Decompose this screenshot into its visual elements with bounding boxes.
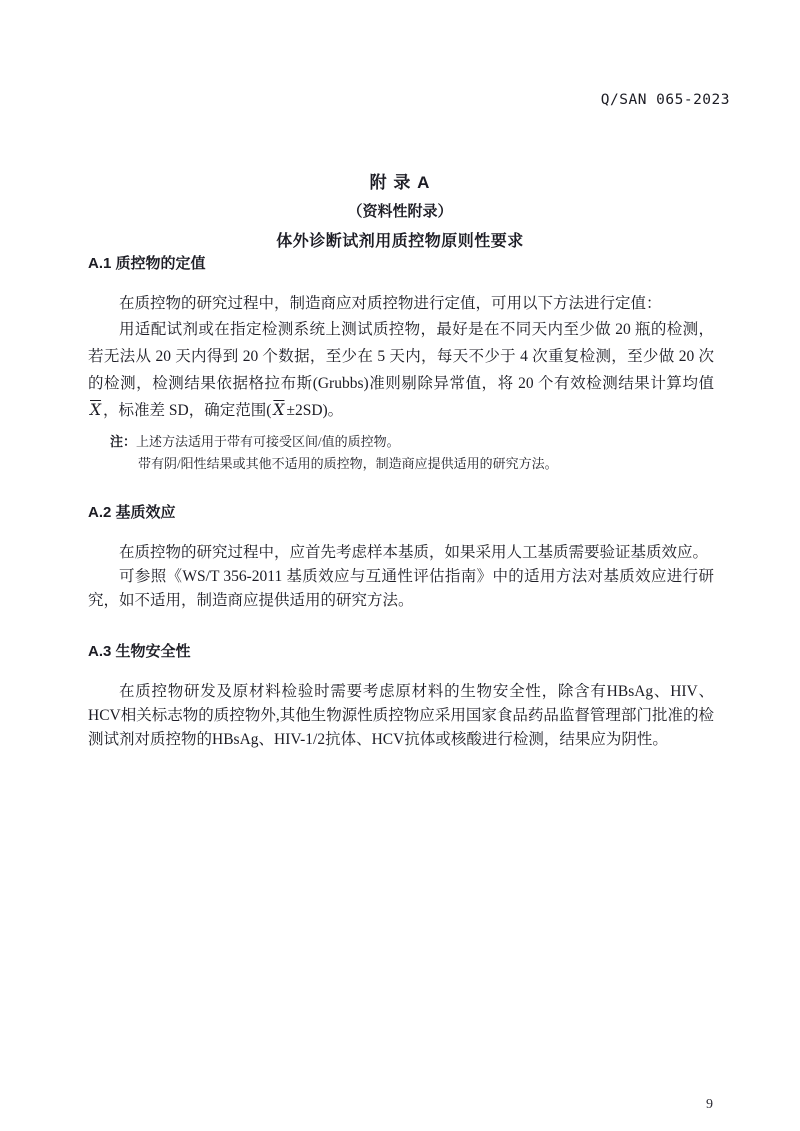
text-segment: 注： xyxy=(110,434,137,449)
text-segment: ，标准差 SD，确定范围( xyxy=(103,402,272,419)
section-heading: A.2 基质效应 xyxy=(88,504,176,521)
paragraph xyxy=(88,292,714,316)
section xyxy=(88,252,714,474)
note-line xyxy=(88,431,714,453)
paragraph xyxy=(88,316,714,424)
text-segment: ±2SD)。 xyxy=(286,402,344,419)
mean-symbol-xbar: $\overline{X}$ xyxy=(273,401,285,419)
paragraph xyxy=(88,565,714,613)
document-sections xyxy=(88,252,714,779)
paragraph xyxy=(88,680,714,752)
text-segment: 可参照《WS/T 356-2011 基质效应与互通性评估指南》中的适用方法对基质效应进行研究，如不适用，制造商应提供适用的研究方法。 xyxy=(88,568,714,609)
doc-number: Q/SAN 065-2023 xyxy=(600,92,730,108)
text-segment: 上述方法适用于带有可接受区间/值的质控物。 xyxy=(136,434,400,449)
text-segment: 在质控物的研究过程中，制造商应对质控物进行定值，可用以下方法进行定值： xyxy=(119,295,662,312)
appendix-title: 附 录 A xyxy=(369,173,431,192)
text-segment: 用适配试剂或在指定检测系统上测试质控物，最好是在不同天内至少做 20 瓶的检测，若无法从 20 天内得到 20 个数据，至少在 5 天内，每天不少于 4 次重复检测，至少做 20 次的检测，检测结果依据格拉布斯(Grubbs)准则剔除异常值，将 20 个有效检测结果计算均值 xyxy=(88,321,714,392)
page-number: 9 xyxy=(706,1097,713,1112)
note-line xyxy=(88,453,714,475)
section-heading: A.3 生物安全性 xyxy=(88,643,191,660)
section xyxy=(88,501,714,613)
section xyxy=(88,640,714,752)
text-segment: 在质控物的研究过程中，应首先考虑样本基质，如果采用人工基质需要验证基质效应。 xyxy=(119,544,709,561)
appendix-type: （资料性附录） xyxy=(347,203,453,220)
section-heading: A.1 质控物的定值 xyxy=(88,255,206,272)
mean-symbol-xbar: $\overline{X}$ xyxy=(90,401,102,419)
text-segment: 带有阴/阳性结果或其他不适用的质控物，制造商应提供适用的研究方法。 xyxy=(138,455,558,471)
appendix-subject: 体外诊断试剂用质控物原则性要求 xyxy=(276,233,524,250)
paragraph xyxy=(88,541,714,565)
appendix-title-block xyxy=(0,168,800,251)
text-segment: 在质控物研发及原材料检验时需要考虑原材料的生物安全性，除含有HBsAg、HIV、HCV相关标志物的质控物外,其他生物源性质控物应采用国家食品药品监督管理部门批准的检测试剂对质控物的HBsAg、HIV-1/2抗体、HCV抗体或核酸进行检测，结果应为阴性。 xyxy=(88,683,714,748)
